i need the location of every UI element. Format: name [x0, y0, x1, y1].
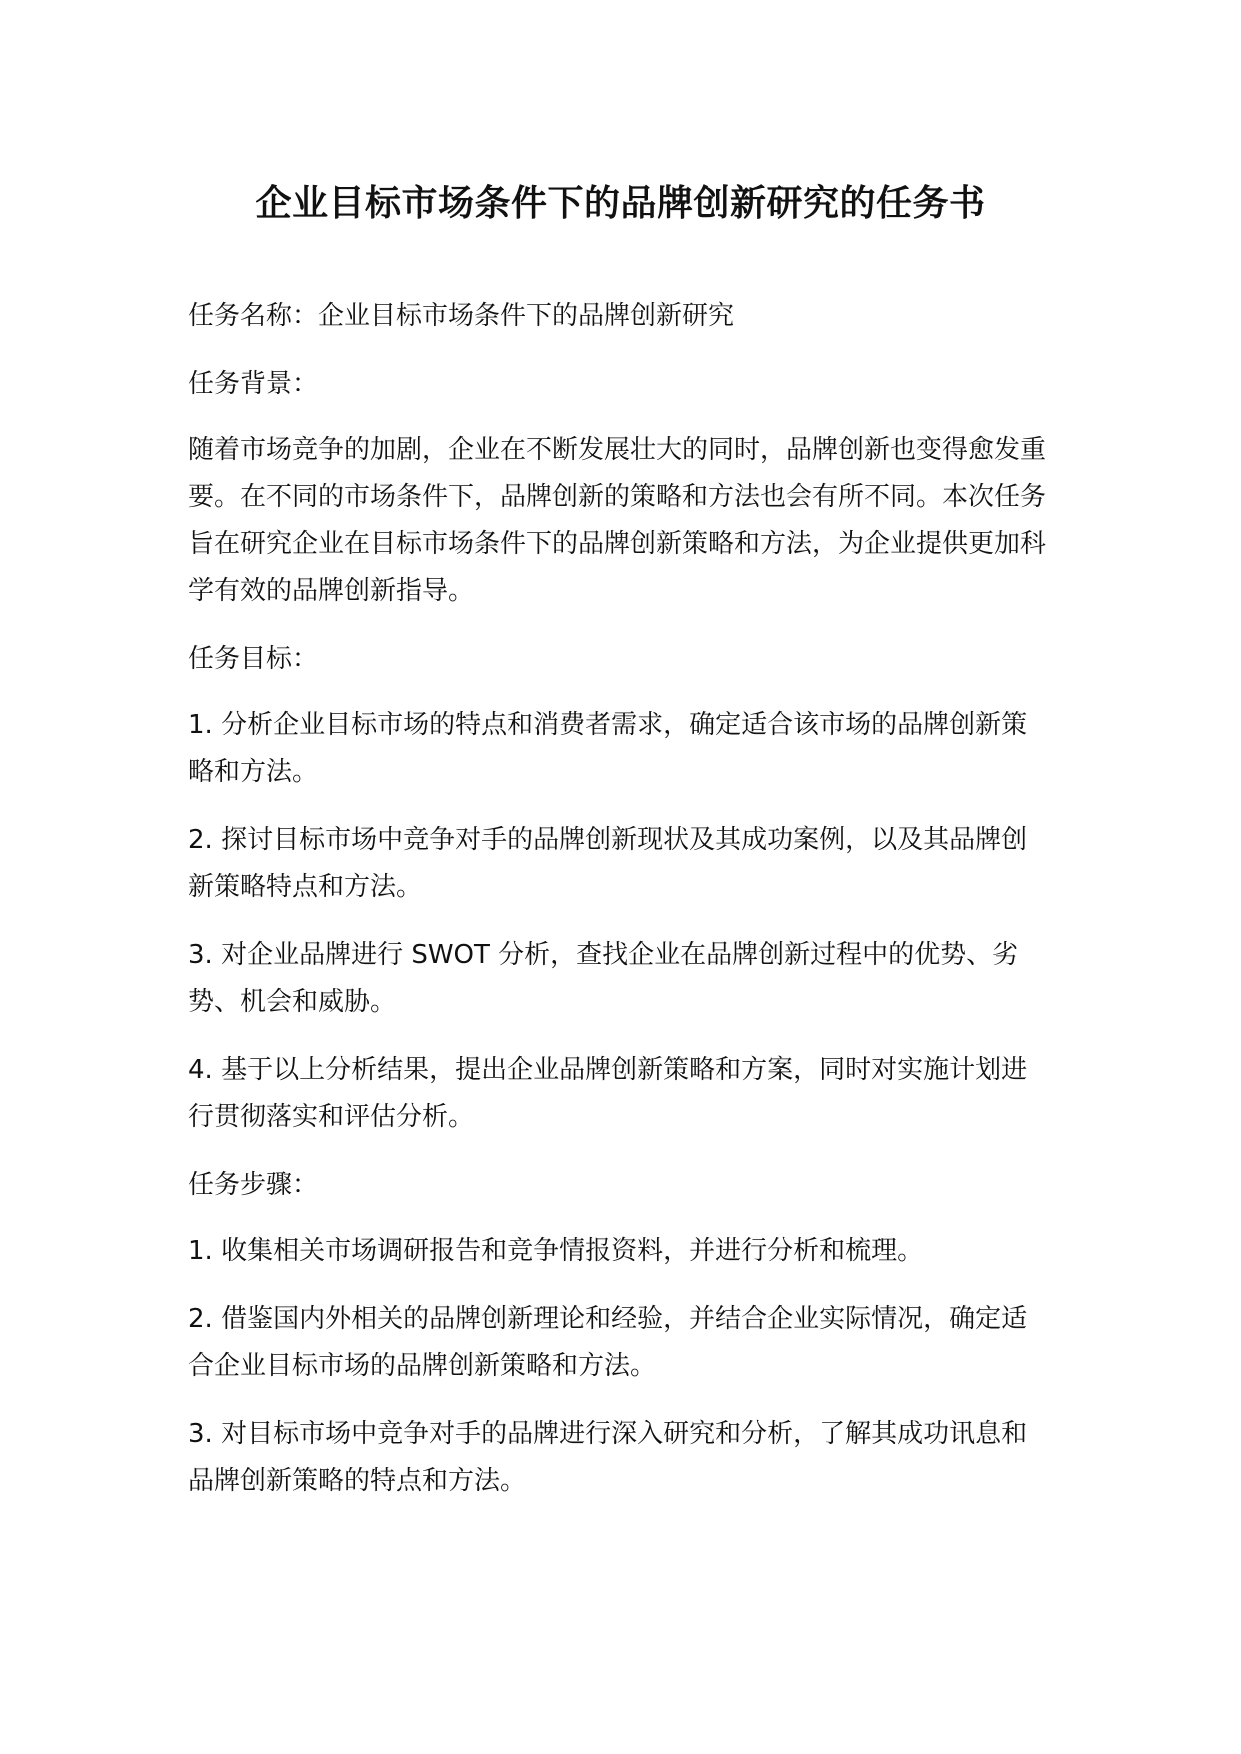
step-item-2: 2. 借鉴国内外相关的品牌创新理论和经验，并结合企业实际情况，确定适合企业目标市场的品牌创新策略和方法。: [188, 1304, 1028, 1381]
objective-item-3: 3. 对企业品牌进行 SWOT 分析，查找企业在品牌创新过程中的优势、劣势、机会和威胁。: [188, 940, 1019, 1017]
steps-heading: 任务步骤：: [188, 1170, 319, 1200]
step-item-3: 3. 对目标市场中竞争对手的品牌进行深入研究和分析，了解其成功讯息和品牌创新策略的特点和方法。: [188, 1419, 1028, 1496]
document-title: 企业目标市场条件下的品牌创新研究的任务书: [255, 183, 986, 224]
background-paragraph: 随着市场竞争的加剧，企业在不断发展壮大的同时，品牌创新也变得愈发重要。在不同的市场条件下，品牌创新的策略和方法也会有所不同。本次任务旨在研究企业在目标市场条件下的品牌创新策略和方法，为企业提供更加科学有效的品牌创新指导。: [188, 435, 1047, 606]
objectives-heading: 任务目标：: [188, 644, 319, 674]
background-heading: 任务背景：: [188, 369, 319, 399]
objective-item-1: 1. 分析企业目标市场的特点和消费者需求，确定适合该市场的品牌创新策略和方法。: [188, 710, 1028, 787]
step-item-1: 1. 收集相关市场调研报告和竞争情报资料，并进行分析和梳理。: [188, 1236, 924, 1266]
task-name-paragraph: 任务名称：企业目标市场条件下的品牌创新研究: [188, 301, 735, 331]
objective-item-4: 4. 基于以上分析结果，提出企业品牌创新策略和方案，同时对实施计划进行贯彻落实和评估分析。: [188, 1055, 1028, 1132]
document-body: [188, 293, 1050, 1526]
objective-item-2: 2. 探讨目标市场中竞争对手的品牌创新现状及其成功案例，以及其品牌创新策略特点和方法。: [188, 825, 1028, 902]
